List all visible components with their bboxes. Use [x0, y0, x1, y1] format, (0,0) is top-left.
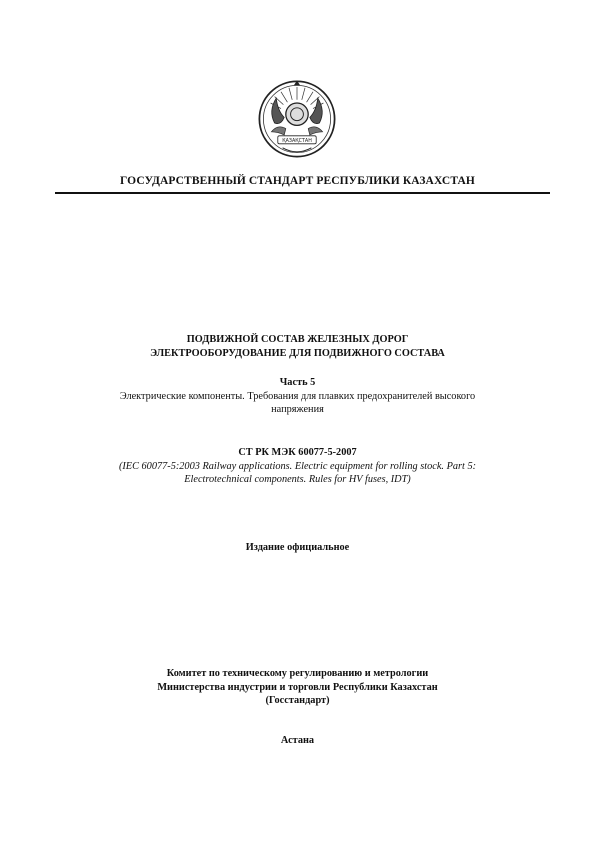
- part-section: [40, 376, 555, 417]
- document-title-line-1: ПОДВИЖНОЙ СОСТАВ ЖЕЛЕЗНЫХ ДОРОГ: [186, 334, 409, 345]
- organization-line-2: Министерства индустрии и торговли Республики Казахстан: [157, 681, 438, 693]
- standard-code: СТ РК МЭК 60077-5-2007: [238, 447, 357, 458]
- part-subtitle-line-2: напряжения: [271, 404, 324, 415]
- organization-line-3: (Госстандарт): [265, 695, 330, 706]
- header-divider: [55, 192, 550, 194]
- publication-city: Астана: [280, 735, 315, 746]
- part-label: Часть 5: [279, 377, 316, 388]
- standard-reference-line-1: (IEC 60077-5:2003 Railway applications. Electric equipment for rolling stock. Part 5:: [118, 460, 477, 472]
- edition-label: Издание официальное: [245, 542, 350, 553]
- svg-text:ҚАЗАҚСТАН: ҚАЗАҚСТАН: [282, 138, 312, 144]
- standard-designation: [40, 446, 555, 487]
- publisher-organization: [40, 667, 555, 708]
- standard-reference-line-2: Electrotechnical components. Rules for HV fuses, IDT): [184, 474, 411, 485]
- document-title: [40, 333, 555, 360]
- kazakhstan-state-emblem-icon: [257, 79, 337, 159]
- organization-line-1: Комитет по техническому регулированию и метрологии: [166, 668, 429, 679]
- document-title-line-2: ЭЛЕКТРООБОРУДОВАНИЕ ДЛЯ ПОДВИЖНОГО СОСТАВА: [150, 347, 445, 359]
- part-subtitle-line-1: Электрические компоненты. Требования для плавких предохранителей высокого: [119, 390, 476, 402]
- standard-type-heading: ГОСУДАРСТВЕННЫЙ СТАНДАРТ РЕСПУБЛИКИ КАЗАХСТАН: [120, 175, 475, 187]
